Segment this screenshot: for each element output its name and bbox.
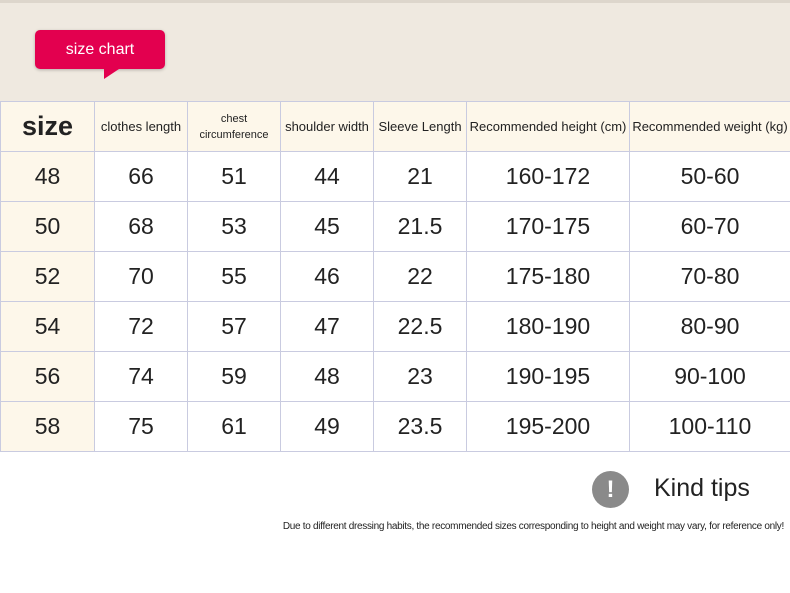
shoulder-cell: 48: [281, 352, 374, 402]
kind-tips-note: Due to different dressing habits, the recommended sizes corresponding to height and weight may vary, for reference only!: [282, 521, 784, 532]
chest-cell: 53: [188, 202, 281, 252]
weight-cell: 50-60: [630, 152, 790, 202]
weight-cell: 70-80: [630, 252, 790, 302]
header-sleeve-length: Sleeve Length: [374, 102, 467, 152]
header-chest-circumference: chest circumference: [188, 102, 281, 152]
exclamation-circle-icon: !: [592, 471, 629, 508]
size-chart-tag-tail: [104, 67, 122, 79]
height-cell: 180-190: [467, 302, 630, 352]
height-cell: 175-180: [467, 252, 630, 302]
header-clothes-length: clothes length: [95, 102, 188, 152]
sleeve-cell: 22.5: [374, 302, 467, 352]
kind-tips-title: Kind tips: [654, 474, 750, 502]
shoulder-cell: 49: [281, 402, 374, 452]
size-cell: 50: [1, 202, 95, 252]
weight-cell: 60-70: [630, 202, 790, 252]
header-recommended-height: Recommended height (cm): [467, 102, 630, 152]
chest-cell: 51: [188, 152, 281, 202]
size-cell: 54: [1, 302, 95, 352]
clothes-length-cell: 75: [95, 402, 188, 452]
size-table: [0, 101, 790, 452]
sleeve-cell: 21: [374, 152, 467, 202]
size-chart-tag: size chart: [35, 30, 165, 69]
table-row: [1, 202, 790, 252]
table-row: [1, 352, 790, 402]
table-row: [1, 302, 790, 352]
chest-cell: 61: [188, 402, 281, 452]
table-header-row: [1, 102, 790, 152]
height-cell: 190-195: [467, 352, 630, 402]
weight-cell: 100-110: [630, 402, 790, 452]
height-cell: 170-175: [467, 202, 630, 252]
table-row: [1, 152, 790, 202]
shoulder-cell: 46: [281, 252, 374, 302]
height-cell: 160-172: [467, 152, 630, 202]
table-row: [1, 252, 790, 302]
clothes-length-cell: 74: [95, 352, 188, 402]
sleeve-cell: 21.5: [374, 202, 467, 252]
table-body: [1, 152, 790, 452]
sleeve-cell: 22: [374, 252, 467, 302]
size-cell: 56: [1, 352, 95, 402]
clothes-length-cell: 72: [95, 302, 188, 352]
weight-cell: 90-100: [630, 352, 790, 402]
size-cell: 52: [1, 252, 95, 302]
height-cell: 195-200: [467, 402, 630, 452]
chest-cell: 57: [188, 302, 281, 352]
shoulder-cell: 47: [281, 302, 374, 352]
shoulder-cell: 45: [281, 202, 374, 252]
table-row: [1, 402, 790, 452]
weight-cell: 80-90: [630, 302, 790, 352]
header-shoulder-width: shoulder width: [281, 102, 374, 152]
clothes-length-cell: 68: [95, 202, 188, 252]
clothes-length-cell: 70: [95, 252, 188, 302]
header-size: size: [1, 102, 95, 152]
clothes-length-cell: 66: [95, 152, 188, 202]
header-recommended-weight: Recommended weight (kg): [630, 102, 790, 152]
sleeve-cell: 23: [374, 352, 467, 402]
size-cell: 58: [1, 402, 95, 452]
sleeve-cell: 23.5: [374, 402, 467, 452]
chest-cell: 55: [188, 252, 281, 302]
size-cell: 48: [1, 152, 95, 202]
chest-cell: 59: [188, 352, 281, 402]
shoulder-cell: 44: [281, 152, 374, 202]
